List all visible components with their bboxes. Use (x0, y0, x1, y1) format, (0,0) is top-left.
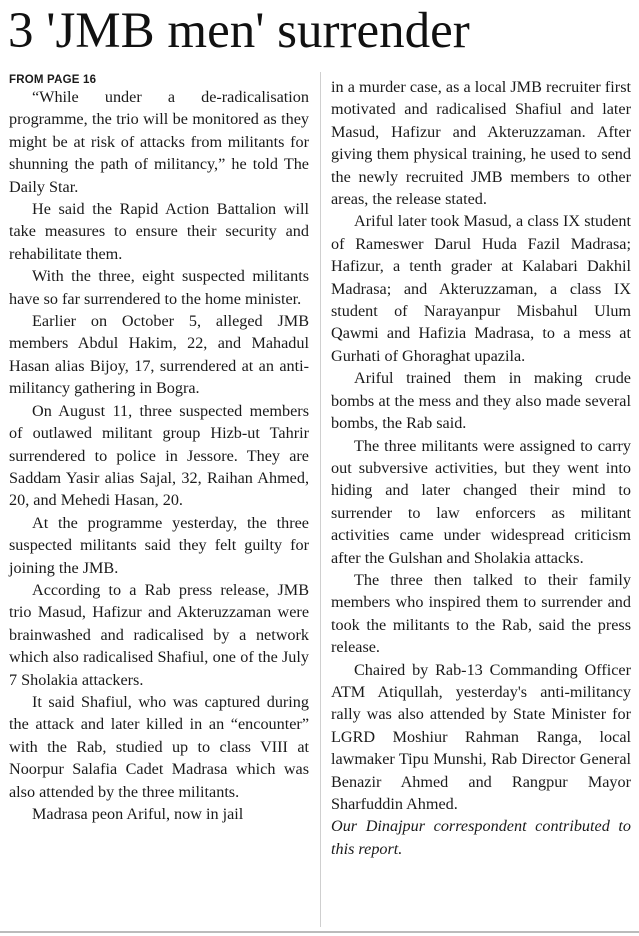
paragraph: Madrasa peon Ariful, now in jail (32, 805, 244, 823)
column-divider (320, 72, 321, 927)
paragraph: On August 11, three suspected members of outlawed militant group Hizb-ut Tahrir surrendered to police in Jessore. They are Saddam Yasir alias Sajal, 32, Raihan Ahmed, 20, and Mehedi Hasan, 20. (9, 401, 309, 510)
paragraph: He said the Rapid Action Battalion will take measures to ensure their security and rehabilitate them. (9, 200, 309, 263)
contributor-credit: Our Dinajpur correspondent contributed to this report. (331, 817, 631, 858)
dateline: FROM PAGE 16 (9, 74, 97, 86)
paragraph: According to a Rab press release, JMB trio Masud, Hafizur and Akteruzzaman were brainwashed and radicalised by a network which also radicalised Shafiul, one of the July 7 Sholakia attackers. (9, 580, 309, 689)
paragraph-continued: in a murder case, as a local JMB recruiter first motivated and radicalised Shafiul and later Masud, Hafizur and Akteruzzaman. After giving them physical training, he used to send the newly recruited JMB members to other areas, the release stated. (331, 78, 631, 209)
paragraph: Earlier on October 5, alleged JMB members Abdul Hakim, 22, and Mahadul Hasan alias Bijoy, 17, surrendered at an anti-militancy gathering in Bogra. (9, 312, 309, 398)
paragraph: The three then talked to their family members who inspired them to surrender and took the militants to the Rab, said the press release. (331, 570, 631, 657)
paragraph: The three militants were assigned to carry out subversive activities, but they went into hiding and later changed their mind to surrender to law enforcers as militant activities came under widespread criticism after the Gulshan and Sholakia attacks. (331, 436, 631, 567)
article-column-right (331, 76, 631, 860)
headline: 3 'JMB men' surrender (8, 3, 470, 59)
paragraph: “While under a de-radicalisation programme, the trio will be monitored as they might be at risk of attacks from militants for shunning the path of militancy,” he told The Daily Star. (9, 88, 309, 196)
paragraph: Ariful later took Masud, a class IX student of Rameswer Darul Huda Fazil Madrasa; Hafizur, a tenth grader at Kalabari Dakhil Madrasa; and Akteruzzaman, a class IX student of Narayanpur Misbahul Ulum Qawmi and Hafizia Madrasa, to a mess at Gurhati of Ghoraghat upazila. (331, 212, 631, 365)
paragraph: At the programme yesterday, the three suspected militants said they felt guilty for joining the JMB. (9, 513, 309, 577)
paragraph: With the three, eight suspected militants have so far surrendered to the home minister. (9, 267, 309, 308)
paragraph: Ariful trained them in making crude bombs at the mess and they also made several bombs, the Rab said. (331, 369, 631, 433)
article-column-left (9, 72, 309, 825)
paragraph: It said Shafiul, who was captured during the attack and later killed in an “encounter” with the Rab, studied up to class VIII at Noorpur Salafia Cadet Madrasa which was also attended by the three militants. (9, 692, 309, 801)
bottom-rule (0, 931, 639, 933)
paragraph: Chaired by Rab-13 Commanding Officer ATM Atiqullah, yesterday's anti-militancy rally was also attended by State Minister for LGRD Moshiur Rahman Ranga, local lawmaker Tipu Munshi, Rab Director General Benazir Ahmed and Rangpur Mayor Sharfuddin Ahmed. (331, 660, 631, 813)
